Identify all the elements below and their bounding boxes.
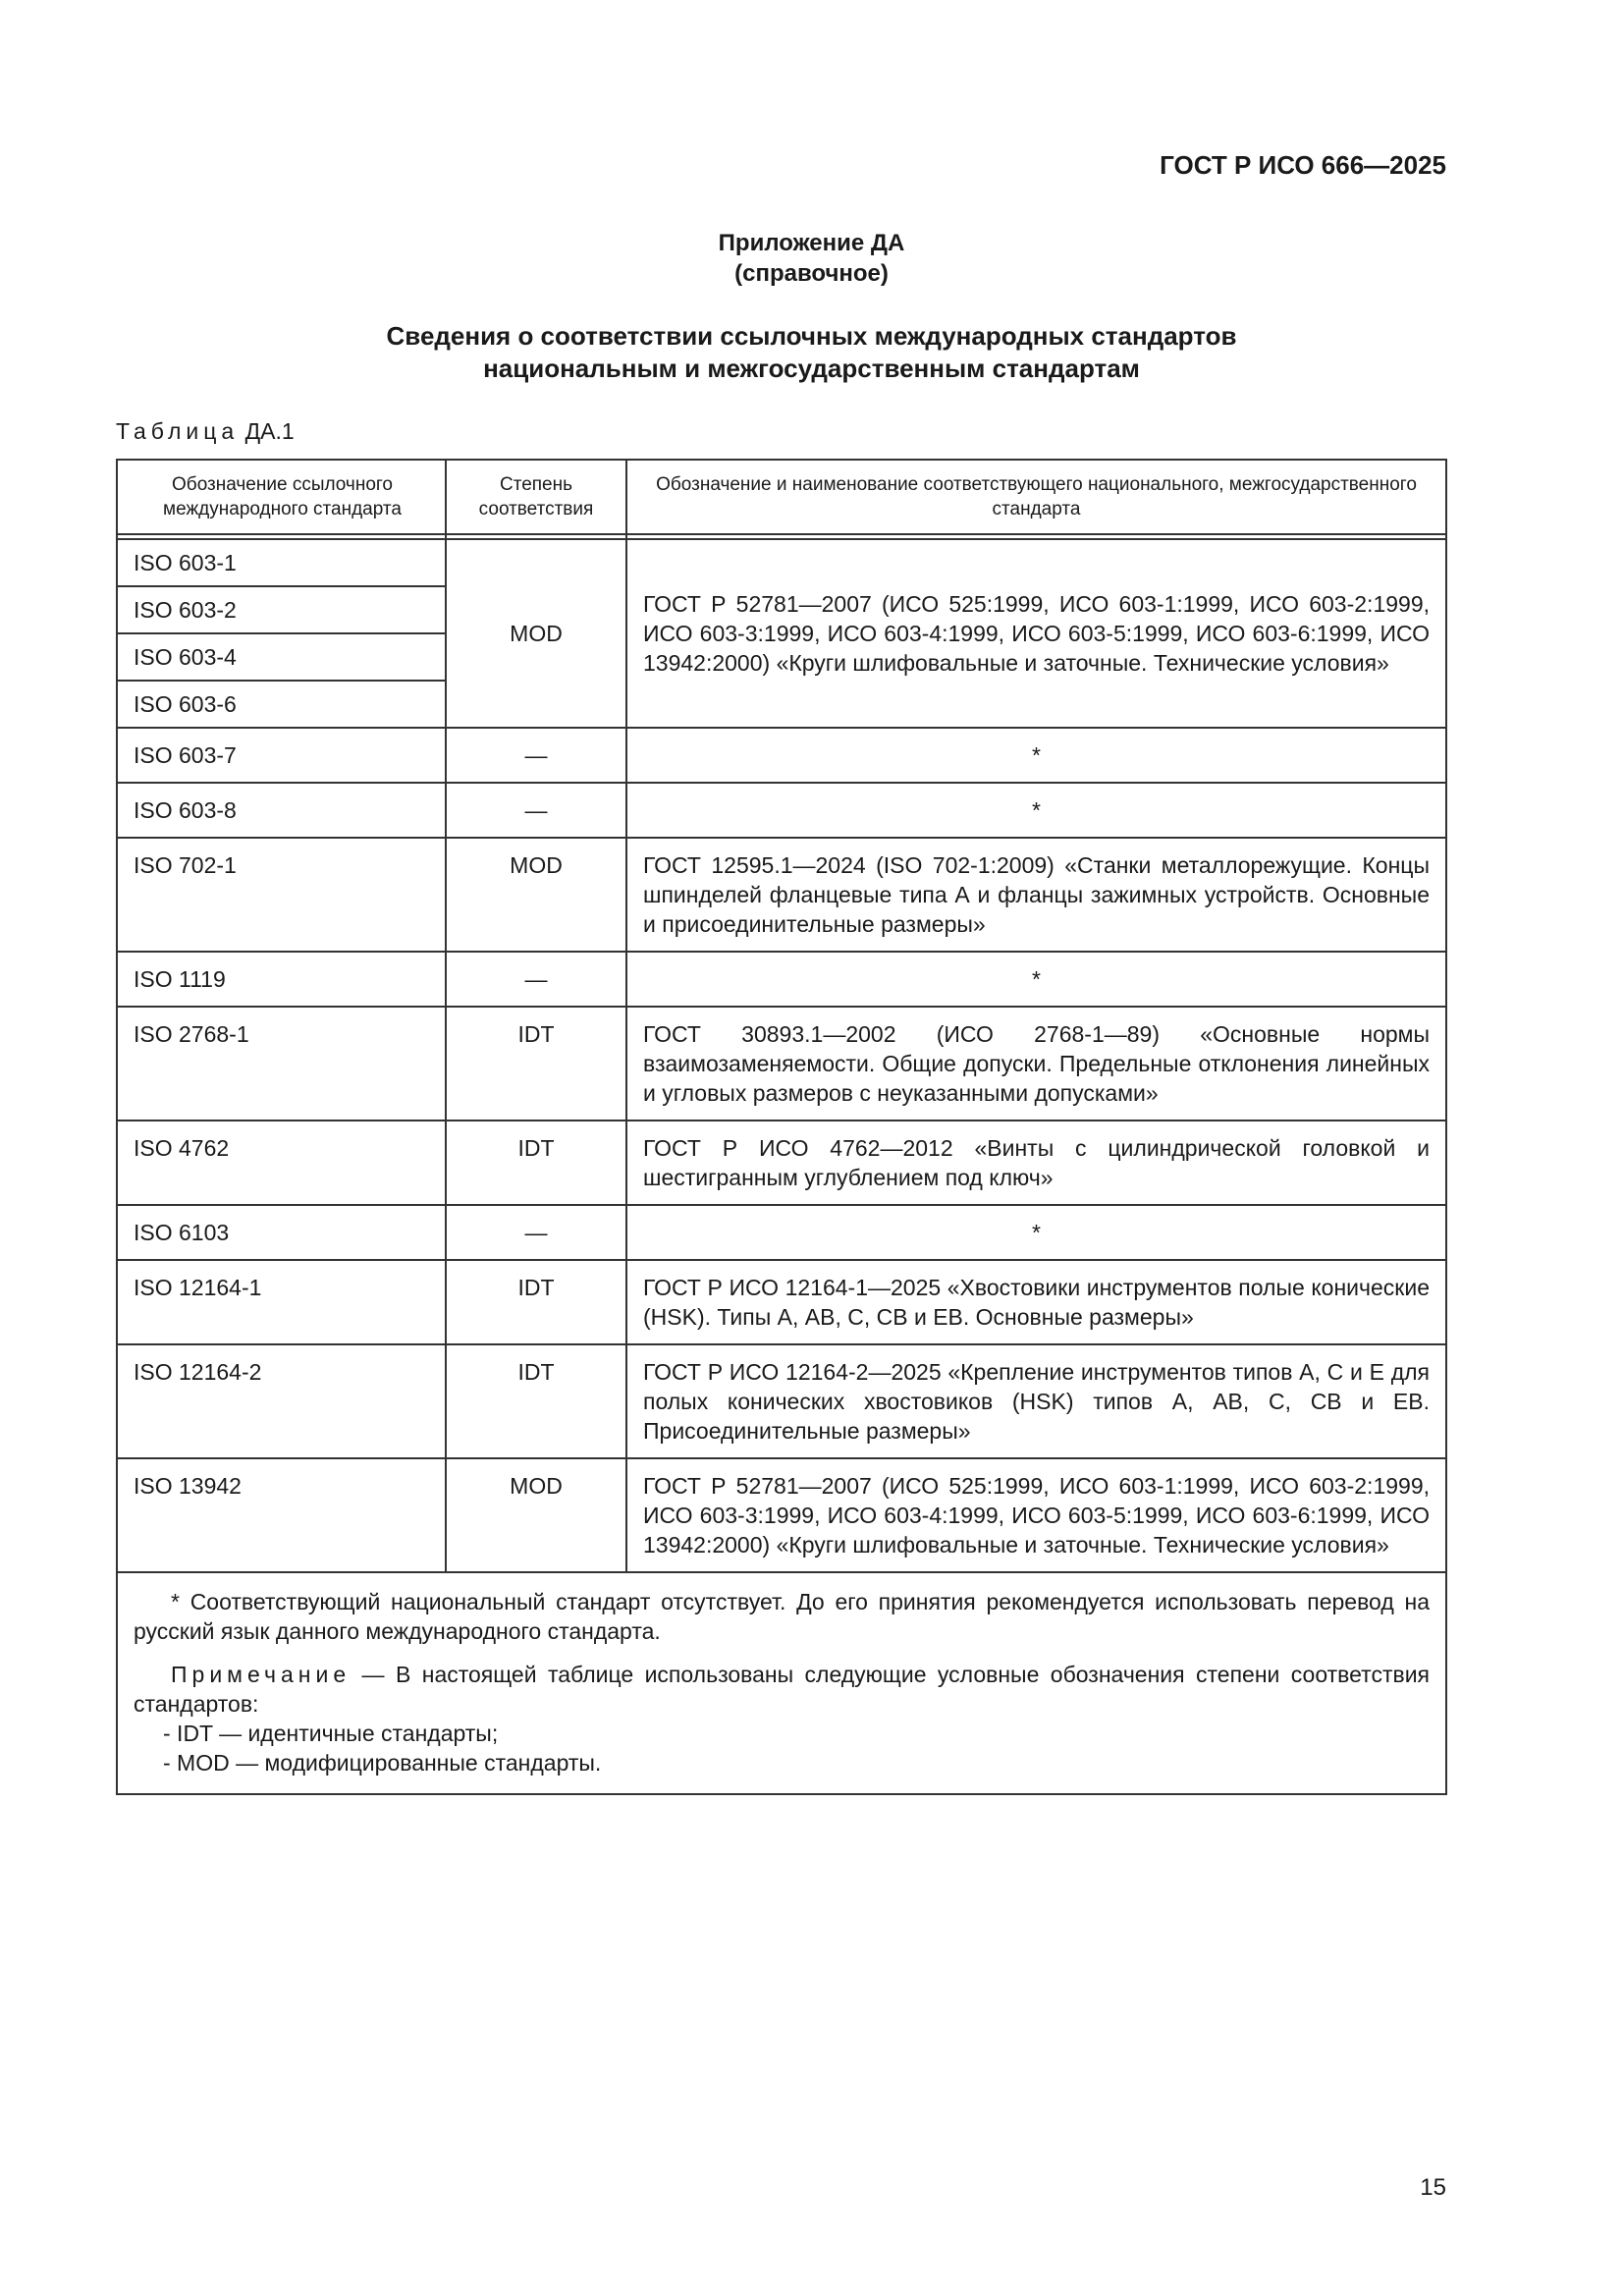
document-code: ГОСТ Р ИСО 666—2025 — [1160, 150, 1446, 180]
cell-code: ISO 603-8 — [117, 783, 446, 838]
appendix-heading — [0, 228, 1623, 289]
cell-standard: ГОСТ Р ИСО 12164-1—2025 «Хвостовики инструментов полые конические (HSK). Типы А, АВ, С, СВ и ЕВ. Основные размеры» — [626, 1260, 1446, 1344]
cell-standard: ГОСТ 12595.1—2024 (ISO 702-1:2009) «Станки металлорежущие. Концы шпинделей фланцевые типа А и фланцы зажимных устройств. Основные и присоединительные размеры» — [626, 838, 1446, 952]
cell-degree: IDT — [446, 1260, 626, 1344]
table-row — [117, 1458, 1446, 1572]
cell-code: ISO 603-4 — [117, 633, 446, 681]
table-row — [117, 783, 1446, 838]
cell-degree: MOD — [446, 1458, 626, 1572]
note-paragraph — [134, 1660, 1430, 1719]
table-row — [117, 539, 1446, 586]
section-title-line1: Сведения о соответствии ссылочных международных стандартов — [386, 321, 1237, 351]
table-row — [117, 952, 1446, 1007]
table-row — [117, 1007, 1446, 1121]
cell-code: ISO 4762 — [117, 1121, 446, 1205]
header-national-standard: Обозначение и наименование соответствующего национального, межгосударственного стандарта — [626, 460, 1446, 534]
table-footnote-row — [117, 1572, 1446, 1794]
cell-code: ISO 603-1 — [117, 539, 446, 586]
header-international-standard: Обозначение ссылочного международного стандарта — [117, 460, 446, 534]
cell-standard: * — [626, 1205, 1446, 1260]
cell-standard: ГОСТ Р ИСО 12164-2—2025 «Крепление инструментов типов А, С и Е для полых конических хвостовиков (HSK) типов А, АВ, С, СВ и ЕВ. Присоединительные размеры» — [626, 1344, 1446, 1458]
cell-code: ISO 12164-1 — [117, 1260, 446, 1344]
page-number: 15 — [1420, 2174, 1446, 2201]
cell-degree: — — [446, 728, 626, 783]
footnote-text: * Соответствующий национальный стандарт отсутствует. До его принятия рекомендуется использовать перевод на русский язык данного международного стандарта. — [134, 1589, 1430, 1644]
cell-code: ISO 6103 — [117, 1205, 446, 1260]
table-footnote — [117, 1572, 1446, 1794]
note-list-item: - MOD — модифицированные стандарты. — [163, 1750, 602, 1776]
section-title — [0, 320, 1623, 385]
appendix-title: Приложение ДА — [718, 230, 905, 256]
table-header-row — [117, 460, 1446, 534]
table-caption-word: Таблица — [116, 418, 240, 444]
note-list-item: - IDT — идентичные стандарты; — [163, 1721, 499, 1746]
table-row — [117, 1344, 1446, 1458]
cell-degree: MOD — [446, 539, 626, 728]
note-text: — В настоящей таблице использованы следующие условные обозначения степени соответствия стандартов: — [134, 1662, 1430, 1717]
cell-degree: — — [446, 952, 626, 1007]
note-label: Примечание — [171, 1662, 352, 1687]
cell-code: ISO 603-2 — [117, 586, 446, 633]
table-row — [117, 838, 1446, 952]
table-row — [117, 1121, 1446, 1205]
cell-standard: * — [626, 728, 1446, 783]
cell-code: ISO 2768-1 — [117, 1007, 446, 1121]
cell-standard: ГОСТ Р 52781—2007 (ИСО 525:1999, ИСО 603-1:1999, ИСО 603-2:1999, ИСО 603-3:1999, ИСО 603-4:1999, ИСО 603-5:1999, ИСО 603-6:1999, ИСО 13942:2000) «Круги шлифовальные и заточные. Технические условия» — [626, 539, 1446, 728]
cell-code: ISO 603-6 — [117, 681, 446, 728]
table-row — [117, 728, 1446, 783]
cell-degree: IDT — [446, 1344, 626, 1458]
cell-standard: ГОСТ 30893.1—2002 (ИСО 2768-1—89) «Основные нормы взаимозаменяемости. Общие допуски. Предельные отклонения линейных и угловых размеров с неуказанными допусками» — [626, 1007, 1446, 1121]
table-caption-number: ДА.1 — [244, 418, 295, 444]
cell-degree: IDT — [446, 1007, 626, 1121]
cell-standard: * — [626, 783, 1446, 838]
cell-code: ISO 702-1 — [117, 838, 446, 952]
table-caption — [116, 418, 295, 445]
cell-standard: ГОСТ Р ИСО 4762—2012 «Винты с цилиндрической головкой и шестигранным углублением под ключ» — [626, 1121, 1446, 1205]
cell-degree: — — [446, 1205, 626, 1260]
cell-degree: IDT — [446, 1121, 626, 1205]
cell-standard: * — [626, 952, 1446, 1007]
appendix-type: (справочное) — [734, 260, 889, 287]
cell-code: ISO 1119 — [117, 952, 446, 1007]
cell-code: ISO 603-7 — [117, 728, 446, 783]
cell-code: ISO 13942 — [117, 1458, 446, 1572]
cell-degree: MOD — [446, 838, 626, 952]
cell-standard: ГОСТ Р 52781—2007 (ИСО 525:1999, ИСО 603-1:1999, ИСО 603-2:1999, ИСО 603-3:1999, ИСО 603-4:1999, ИСО 603-5:1999, ИСО 603-6:1999, ИСО 13942:2000) «Круги шлифовальные и заточные. Технические условия» — [626, 1458, 1446, 1572]
table-row — [117, 1205, 1446, 1260]
cell-code: ISO 12164-2 — [117, 1344, 446, 1458]
cell-degree: — — [446, 783, 626, 838]
correspondence-table — [116, 459, 1447, 1795]
header-degree: Степень соответствия — [446, 460, 626, 534]
section-title-line2: национальным и межгосударственным стандартам — [483, 354, 1140, 383]
table-row — [117, 1260, 1446, 1344]
